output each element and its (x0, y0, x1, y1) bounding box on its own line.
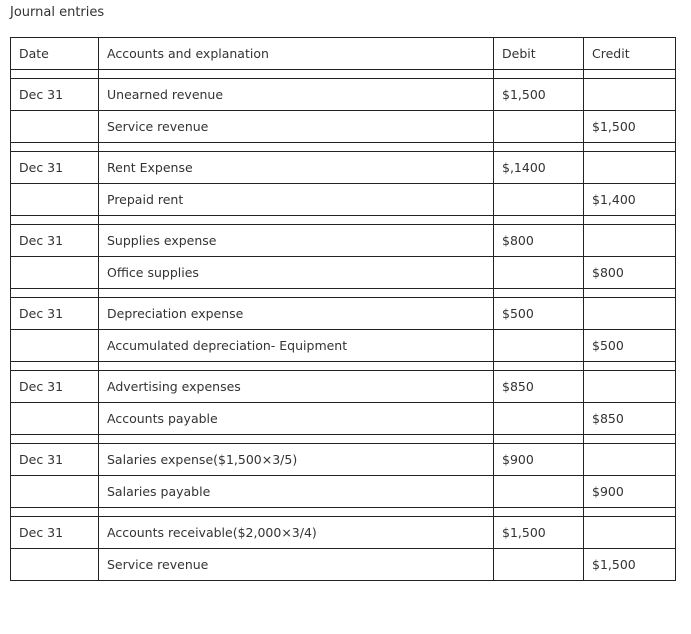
credit-amount (584, 225, 676, 257)
entry-date (11, 403, 99, 435)
entry-debit-row (11, 152, 676, 184)
entry-credit-row (11, 330, 676, 362)
separator-row (11, 143, 676, 152)
entry-date: Dec 31 (11, 152, 99, 184)
debit-amount: $500 (494, 298, 584, 330)
entry-date (11, 549, 99, 581)
debit-amount: $1,500 (494, 79, 584, 111)
journal-body (11, 38, 676, 581)
debit-amount: $900 (494, 444, 584, 476)
separator-cell (99, 289, 494, 298)
page-title: Journal entries (10, 5, 105, 20)
debit-amount (494, 549, 584, 581)
column-header-debit: Debit (494, 38, 584, 70)
entry-date: Dec 31 (11, 371, 99, 403)
debit-amount: $800 (494, 225, 584, 257)
debit-amount (494, 184, 584, 216)
credit-amount (584, 371, 676, 403)
account-name: Prepaid rent (99, 184, 494, 216)
separator-cell (494, 362, 584, 371)
entry-date (11, 184, 99, 216)
entry-date (11, 476, 99, 508)
debit-amount: $,1400 (494, 152, 584, 184)
account-name: Accumulated depreciation- Equipment (99, 330, 494, 362)
entry-debit-row (11, 444, 676, 476)
entry-credit-row (11, 184, 676, 216)
account-name: Service revenue (99, 111, 494, 143)
separator-cell (494, 435, 584, 444)
debit-amount: $850 (494, 371, 584, 403)
separator-row (11, 435, 676, 444)
debit-amount (494, 476, 584, 508)
separator-cell (584, 508, 676, 517)
account-name: Salaries payable (99, 476, 494, 508)
separator-cell (494, 70, 584, 79)
separator-cell (99, 216, 494, 225)
credit-amount: $850 (584, 403, 676, 435)
debit-amount (494, 257, 584, 289)
separator-cell (494, 508, 584, 517)
account-name: Office supplies (99, 257, 494, 289)
separator-row (11, 216, 676, 225)
entry-debit-row (11, 225, 676, 257)
entry-debit-row (11, 298, 676, 330)
account-name: Unearned revenue (99, 79, 494, 111)
separator-cell (11, 70, 99, 79)
separator-cell (494, 143, 584, 152)
credit-amount: $1,500 (584, 111, 676, 143)
entry-date: Dec 31 (11, 79, 99, 111)
separator-cell (584, 216, 676, 225)
entry-credit-row (11, 476, 676, 508)
separator-cell (494, 289, 584, 298)
account-name: Advertising expenses (99, 371, 494, 403)
separator-cell (584, 143, 676, 152)
account-name: Depreciation expense (99, 298, 494, 330)
credit-amount (584, 444, 676, 476)
separator-cell (11, 508, 99, 517)
credit-amount: $1,500 (584, 549, 676, 581)
separator-cell (99, 508, 494, 517)
credit-amount (584, 298, 676, 330)
entry-date: Dec 31 (11, 298, 99, 330)
account-name: Supplies expense (99, 225, 494, 257)
separator-cell (99, 435, 494, 444)
debit-amount (494, 330, 584, 362)
column-header-account: Accounts and explanation (99, 38, 494, 70)
credit-amount (584, 517, 676, 549)
separator-cell (584, 435, 676, 444)
entry-credit-row (11, 403, 676, 435)
separator-row (11, 289, 676, 298)
debit-amount: $1,500 (494, 517, 584, 549)
entry-date (11, 257, 99, 289)
separator-cell (494, 216, 584, 225)
entry-date (11, 111, 99, 143)
account-name: Rent Expense (99, 152, 494, 184)
account-name: Accounts payable (99, 403, 494, 435)
credit-amount: $1,400 (584, 184, 676, 216)
account-name: Accounts receivable($2,000×3/4) (99, 517, 494, 549)
separator-row (11, 362, 676, 371)
account-name: Salaries expense($1,500×3/5) (99, 444, 494, 476)
separator-cell (11, 289, 99, 298)
journal-table (10, 37, 676, 581)
separator-cell (99, 362, 494, 371)
debit-amount (494, 111, 584, 143)
entry-credit-row (11, 111, 676, 143)
credit-amount: $900 (584, 476, 676, 508)
separator-cell (584, 70, 676, 79)
separator-row (11, 70, 676, 79)
credit-amount (584, 152, 676, 184)
credit-amount: $800 (584, 257, 676, 289)
header-row (11, 38, 676, 70)
separator-cell (11, 143, 99, 152)
separator-cell (584, 362, 676, 371)
separator-row (11, 508, 676, 517)
entry-debit-row (11, 79, 676, 111)
separator-cell (11, 362, 99, 371)
entry-date (11, 330, 99, 362)
account-name: Service revenue (99, 549, 494, 581)
separator-cell (99, 143, 494, 152)
entry-credit-row (11, 549, 676, 581)
separator-cell (99, 70, 494, 79)
entry-credit-row (11, 257, 676, 289)
credit-amount: $500 (584, 330, 676, 362)
column-header-date: Date (11, 38, 99, 70)
column-header-credit: Credit (584, 38, 676, 70)
entry-debit-row (11, 371, 676, 403)
credit-amount (584, 79, 676, 111)
separator-cell (11, 435, 99, 444)
entry-date: Dec 31 (11, 517, 99, 549)
separator-cell (584, 289, 676, 298)
entry-date: Dec 31 (11, 225, 99, 257)
separator-cell (11, 216, 99, 225)
debit-amount (494, 403, 584, 435)
entry-debit-row (11, 517, 676, 549)
entry-date: Dec 31 (11, 444, 99, 476)
